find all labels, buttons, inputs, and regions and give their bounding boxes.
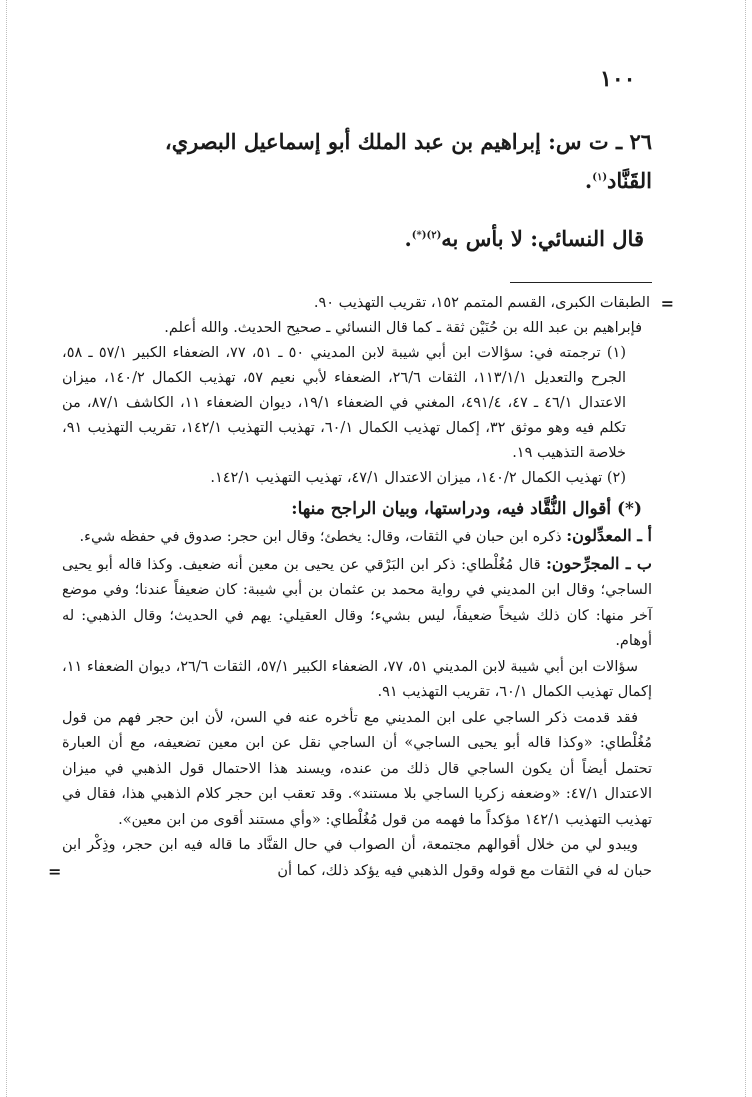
critics-text: قال مُغُلْطاي: ذكر ابن البَرْقي عن يحيى بن معين أنه ضعيف. وكذا قاله أبو يحيى الساجي؛ وقال ابن المديني في رواية محمد بن عثمان بن أبي شيبة: كان ضعيفاً عندنا؛ وفي موضع آخر منها: كان ذلك شيخاً ضعيفاً، ليس بشيء؛ وقال العقيلي: يهم في الحديث؛ وقال الذهبي: له أوهام. xyxy=(62,556,652,649)
nasai-quote xyxy=(62,219,652,256)
entry-heading-end: . xyxy=(584,168,593,193)
entry-heading-line2: القَنَّاد xyxy=(607,168,652,193)
critique-conclusion xyxy=(48,833,652,884)
footnote-ref-1[interactable]: (١) xyxy=(592,172,608,183)
footnote-ref-2[interactable]: (٢)(*) xyxy=(411,230,442,241)
right-margin-guide xyxy=(745,0,746,1097)
footnote-continuation-2: فإبراهيم بن عبد الله بن حُنَيْن ثقة ـ كما قال النسائي ـ صحيح الحديث. والله أعلم. xyxy=(164,320,642,336)
page-number: ١٠٠ xyxy=(600,66,636,92)
critics-label: ب ـ المجرِّحون: xyxy=(545,553,652,573)
footnote-separator xyxy=(510,282,652,283)
critique-praisers xyxy=(62,523,652,551)
praisers-text: ذكره ابن حبان في الثقات، وقال: يخطئ؛ وقال ابن حجر: صدوق في حفظه شيء. xyxy=(79,529,567,545)
critique-heading: (*) أقوال النُّقَّاد فيه، ودراستها، وبيان الراجح منها: xyxy=(291,499,642,519)
conclusion-mark: = xyxy=(48,861,62,881)
footnote-2: (٢) تهذيب الكمال ١٤٠/٢، ميزان الاعتدال ٤٧/١، تهذيب التهذيب ١٤٢/١. xyxy=(210,470,626,486)
nasai-quote-end: . xyxy=(404,226,412,251)
left-margin-guide xyxy=(6,0,7,1097)
praisers-label: أ ـ المعدِّلون: xyxy=(566,526,652,545)
critique-discussion: فقد قدمت ذكر الساجي على ابن المديني مع تأخره عنه في السن، لأن ابن حجر فهم من قول مُغُلْطاي: «وكذا قاله أبو يحيى الساجي» أن الساجي نقل عن ابن معين تضعيفه، مع أن العبارة تحتمل أيضاً أن يكون الساجي قال ذلك من عنده، ويسند هذا الاحتمال قول الذهبي في ميزان الاعتدال ٤٧/١: «وضعفه زكريا الساجي بلا مستند». وقد تعقب ابن حجر كلام الذهبي هذا، فقال في تهذيب التهذيب ١٤٢/١ مؤكداً ما فهمه من قول مُغُلْطاي: «وأي مستند أقوى من ابن معين». xyxy=(62,709,653,828)
nasai-quote-text: قال النسائي: لا بأس به xyxy=(441,226,644,251)
footnote-1: (١) ترجمته في: سؤالات ابن أبي شيبة لابن المديني ٥٠ ـ ٥١، ٧٧، الضعفاء الكبير ٥٧/١ ـ ٥٨، الجرح والتعديل ١١٣/١/١، الثقات ٢٦/٦، الضعفاء لأبي نعيم ٥٧، تهذيب الكمال ١٤٠/٢، ميزان الاعتدال ٤٦/١ ـ ٤٧، ٤٩١/٤، المغني في الضعفاء ١٩/١، ديوان الضعفاء ١١، الكاشف ٨٧/١، من تكلم فيه وهو موثق ٣٢، إكمال تهذيب الكمال ٦٠/١، تهذيب التهذيب ١٤٢/١، تقريب التهذيب ٩١، خلاصة التذهيب ١٩. xyxy=(62,345,627,461)
page-body xyxy=(48,58,674,884)
critique-sources: سؤالات ابن أبي شيبة لابن المديني ٥١، ٧٧، الضعفاء الكبير ٥٧/١، الثقات ٢٦/٦، ديوان الضعفاء ١١، إكمال تهذيب الكمال ٦٠/١، تقريب التهذيب ٩١. xyxy=(62,658,652,700)
critique-critics xyxy=(62,551,652,655)
footnote-continuation-text-1: الطبقات الكبرى، القسم المتمم ١٥٢، تقريب التهذيب ٩٠. xyxy=(313,295,650,311)
entry-heading xyxy=(62,124,652,199)
entry-heading-line1: ٢٦ ـ ت س: إبراهيم بن عبد الملك أبو إسماعيل البصري، xyxy=(164,129,652,154)
conclusion-text: ويبدو لي من خلال أقوالهم مجتمعة، أن الصواب في حال القنَّاد ما قاله فيه ابن حجر، وذِكْر ابن حبان له في الثقات مع قوله وقول الذهبي فيه يؤكد ذلك، كما أن xyxy=(62,837,652,879)
footnote-continuation-1 xyxy=(62,291,674,316)
continuation-mark: = xyxy=(660,294,674,313)
